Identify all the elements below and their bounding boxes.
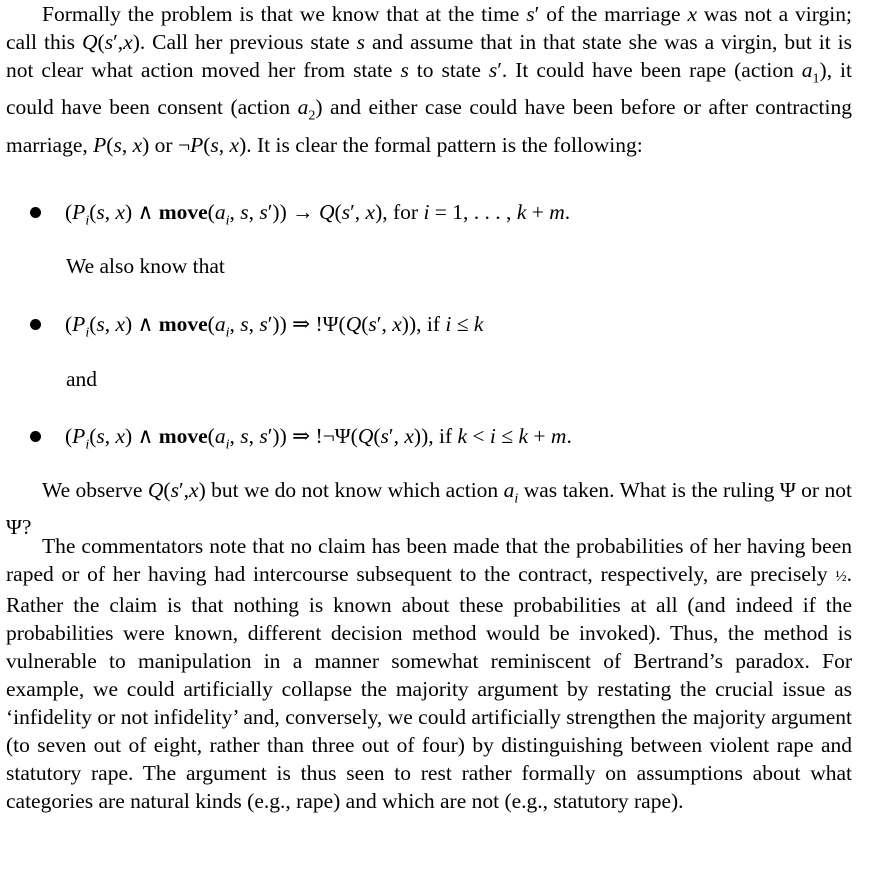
- bullet-icon: [30, 319, 41, 330]
- commentators-paragraph: The commentators note that no claim has been made that the probabilities of her having been raped or of her having had intercourse subsequent to the contract, respectively, are precisely ½. Rather the claim is that nothing is known about these probabilities at all (and indeed if the probabilities were known, different decision method would be invoked). Thus, the method is vulnerable to manipulation in a manner somewhat reminiscent of Bertrand’s paradox. For example, we could artificially collapse the majority argument by restating the crucial issue as ‘infidelity or not infidelity’ and, conversely, we could artificially strengthen the majority argument (to seven out of eight, rather than three out of four) by distinguishing between violent rape and statutory rape. The argument is thus seen to rest rather formally on assumptions about what categories are natural kinds (e.g., rape) and which are not (e.g., statutory rape).: [6, 534, 852, 813]
- intro-paragraph: Formally the problem is that we know that at the time s′ of the marriage x was not a virgin; call this Q(s′,x). Call her previous state s and assume that in that state she was a virgin, but it is not clear what action moved her from state s to state s′. It could have been rape (action $a_1$), it could have been consent (action $a_2$) and either case could have been before or after contracting marriage, P(s, x) or ¬P(s, x). It is clear the formal pattern is the following:: [6, 2, 853, 157]
- formula-2: ($P_i(s$, x) ∧ $move(a_i$, s, s′)) ⇒ !Ψ(Q(s′, x)), if i ≤ k: [30, 310, 483, 338]
- observe-paragraph: We observe Q(s′,x) but we do not know which action $a_i$ was taken. What is the ruling Ψ or not Ψ?: [6, 478, 852, 540]
- bullet-icon: [30, 431, 41, 442]
- formula-3: ($P_i(s$, x) ∧ $move(a_i$, s, s′)) ⇒ !¬Ψ(Q(s′, x)), if k < i ≤ k + m.: [30, 422, 572, 450]
- formula-1: ($P_i(s$, x) ∧ $move(a_i$, s, s′)) → Q(s′, x), for i = 1, . . . , k + m.: [30, 198, 570, 226]
- also-know-text: We also know that: [66, 254, 225, 278]
- bullet-icon: [30, 207, 41, 218]
- and-text: and: [66, 367, 98, 391]
